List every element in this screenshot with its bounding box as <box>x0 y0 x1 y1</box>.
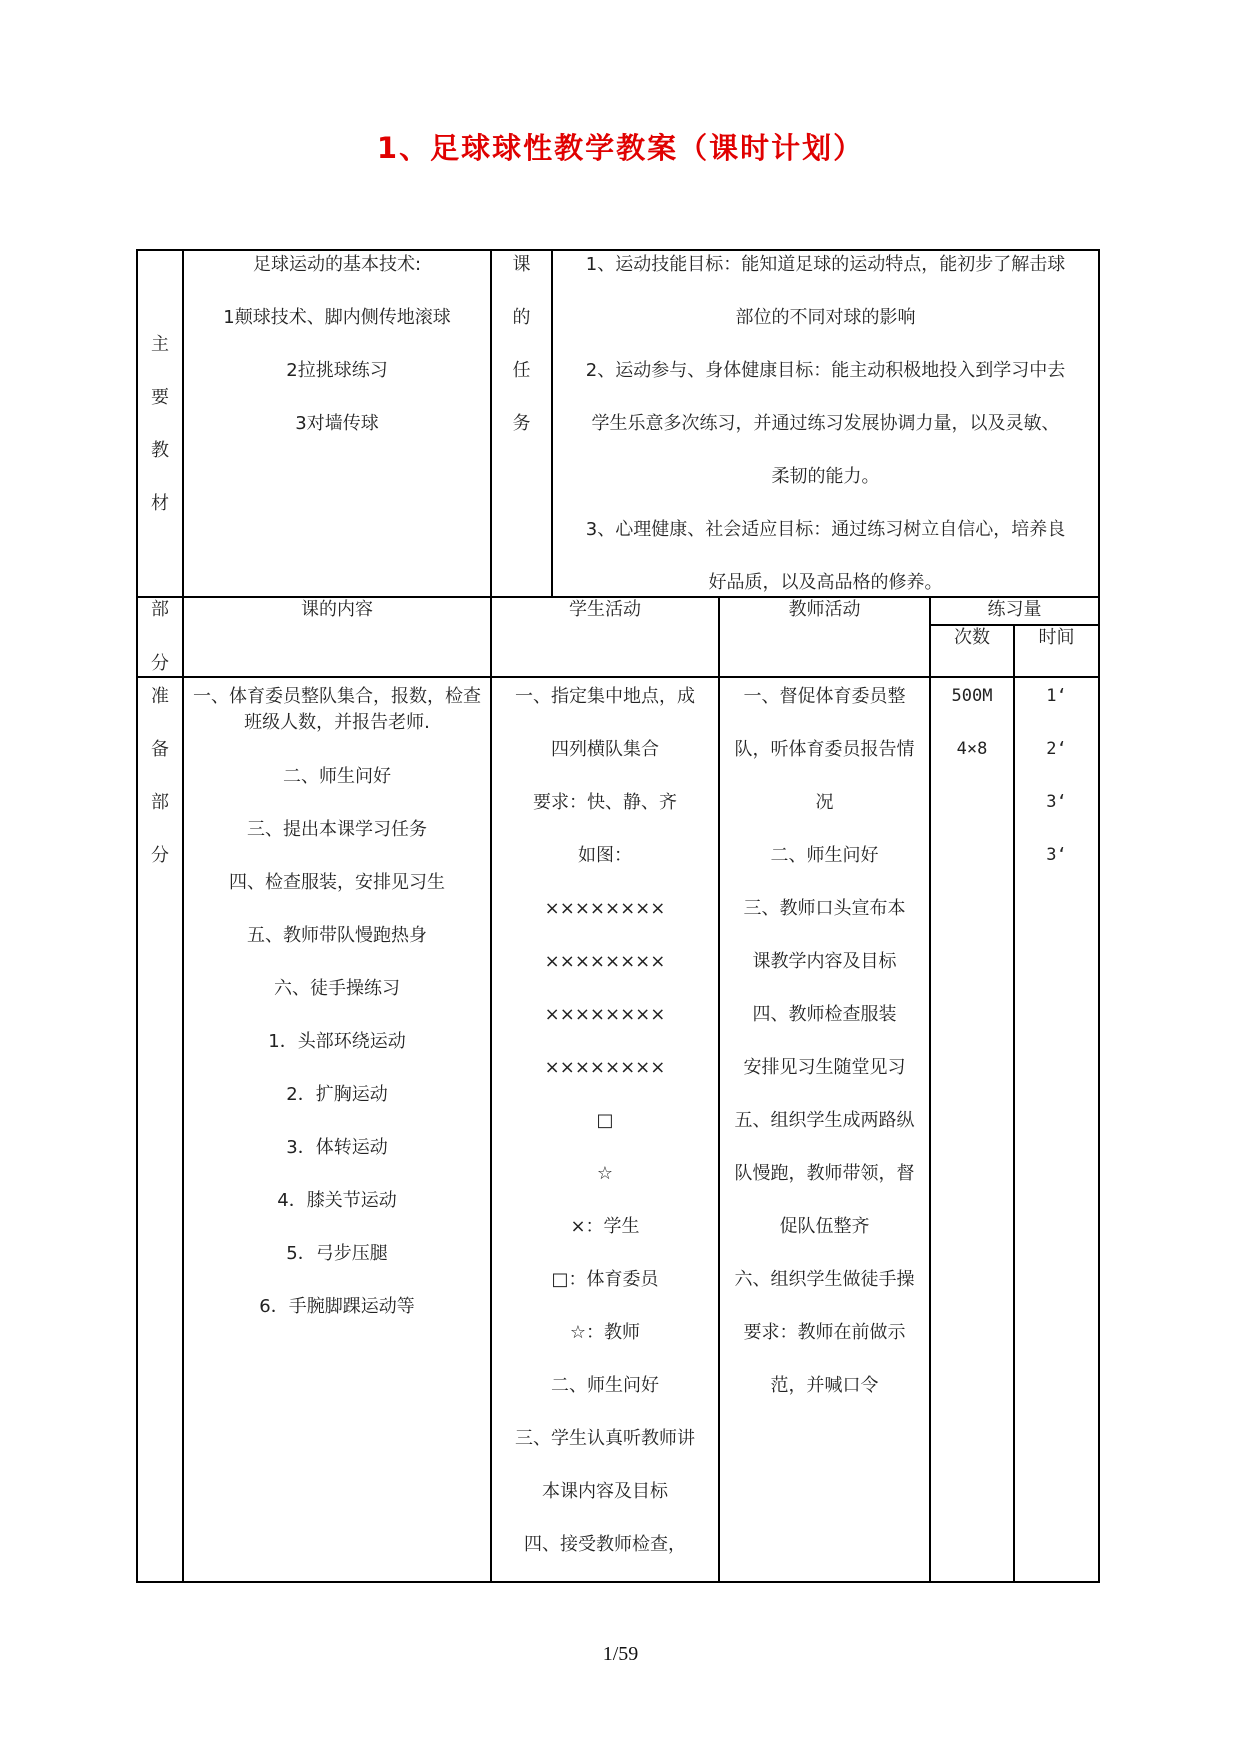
time-value: 3‘ <box>1046 845 1067 865</box>
prep-counts <box>931 670 1013 776</box>
prep-times <box>1015 670 1098 882</box>
task-line: 1、运动技能目标：能知道足球的运动特点，能初步了解击球 <box>585 254 1066 275</box>
content-line: 6．手腕脚踝运动等 <box>259 1296 415 1317</box>
teacher-line: 队慢跑，教师带领，督 <box>734 1163 915 1184</box>
legend-monitor: □：体育委员 <box>551 1269 659 1290</box>
label-char: 分 <box>151 845 169 866</box>
content-line: 班级人数，并报告老师. <box>244 712 430 733</box>
student-line: 本课内容及目标 <box>542 1481 668 1502</box>
prep-teacher-list <box>720 670 929 1412</box>
student-line: 二、师生问好 <box>551 1375 659 1396</box>
header-count: 次数 <box>954 627 990 648</box>
task-line: 2、运动参与、身体健康目标：能主动积极地投入到学习中去 <box>585 360 1066 381</box>
teacher-line: 队，听体育委员报告情 <box>734 739 915 760</box>
header-time: 时间 <box>1038 627 1075 648</box>
content-line: 三、提出本课学习任务 <box>247 819 427 840</box>
materials-list <box>184 238 490 450</box>
count-value: 4×8 <box>956 739 988 759</box>
task-line: 好品质，以及高品格的修养。 <box>708 572 943 593</box>
content-line: 1．头部环绕运动 <box>268 1031 406 1052</box>
page-number: 1/59 <box>602 1643 639 1665</box>
label-char: 教 <box>151 440 169 461</box>
content-line: 四、检查服装，安排见习生 <box>229 872 445 893</box>
header-content: 课的内容 <box>301 599 373 620</box>
content-line: 六、徒手操练习 <box>274 978 400 999</box>
legend-teacher: ☆：教师 <box>569 1322 641 1343</box>
formation-row: ×××××××× <box>544 1004 666 1025</box>
main-material-label <box>139 318 181 530</box>
teacher-line: 促队伍整齐 <box>779 1216 870 1237</box>
content-line: 5．弓步压腿 <box>286 1243 388 1264</box>
content-line: 4．膝关节运动 <box>277 1190 397 1211</box>
teacher-line: 况 <box>815 792 834 813</box>
formation-row: ×××××××× <box>544 1057 666 1078</box>
task-line: 部位的不同对球的影响 <box>735 307 916 328</box>
label-char: 部 <box>151 792 169 813</box>
formation-row: ×××××××× <box>544 951 666 972</box>
teacher-line: 范，并喊口令 <box>770 1375 879 1396</box>
time-value: 2‘ <box>1046 739 1067 759</box>
header-teacher: 教师活动 <box>788 599 861 620</box>
student-line: 四列横队集合 <box>551 739 659 760</box>
content-line: 二、师生问好 <box>283 766 391 787</box>
label-char: 的 <box>512 307 531 328</box>
content-line: 一、体育委员整队集合，报数，检查 <box>193 686 481 707</box>
label-char: 务 <box>512 413 531 434</box>
teacher-line: 五、组织学生成两路纵 <box>734 1110 915 1131</box>
label-char: 部 <box>151 599 169 620</box>
document-title: 1、足球球性教学教案（课时计划） <box>376 131 865 165</box>
student-line: 一、指定集中地点，成 <box>515 686 695 707</box>
header-student: 学生活动 <box>569 599 641 620</box>
task-line: 学生乐意多次练习，并通过练习发展协调力量，以及灵敏、 <box>591 413 1060 434</box>
time-value: 3‘ <box>1046 792 1067 812</box>
prep-part-label <box>139 670 181 882</box>
formation-row: ×××××××× <box>544 898 666 919</box>
label-char: 主 <box>151 334 169 355</box>
time-value: 1‘ <box>1046 686 1067 706</box>
task-line: 3、心理健康、社会适应目标：通过练习树立自信心，培养良 <box>585 519 1066 540</box>
star-icon: ☆ <box>596 1163 614 1184</box>
teacher-line: 二、师生问好 <box>770 845 879 866</box>
prep-content-first <box>184 684 490 736</box>
label-char: 课 <box>512 254 531 275</box>
label-char: 材 <box>151 493 169 514</box>
teacher-line: 安排见习生随堂见习 <box>743 1057 906 1078</box>
label-char: 备 <box>151 739 169 760</box>
task-line: 柔韧的能力。 <box>771 466 880 487</box>
student-line: 要求：快、静、齐 <box>533 792 677 813</box>
student-line: 四、接受教师检查， <box>524 1534 686 1555</box>
content-line: 2．扩胸运动 <box>286 1084 388 1105</box>
prep-content-list <box>184 750 490 1333</box>
teacher-line: 课教学内容及目标 <box>752 951 897 972</box>
task-label <box>492 238 551 450</box>
material-item: 3对墙传球 <box>295 413 379 434</box>
content-line: 3．体转运动 <box>286 1137 388 1158</box>
student-line: 如图： <box>578 845 632 866</box>
teacher-line: 四、教师检查服装 <box>752 1004 897 1025</box>
header-practice: 练习量 <box>987 599 1042 620</box>
teacher-line: 要求：教师在前做示 <box>743 1322 906 1343</box>
content-line: 五、教师带队慢跑热身 <box>247 925 427 946</box>
label-char: 要 <box>151 387 169 408</box>
material-item: 足球运动的基本技术: <box>252 254 422 275</box>
teacher-line: 三、教师口头宣布本 <box>743 898 906 919</box>
student-line: 三、学生认真听教师讲 <box>515 1428 695 1449</box>
label-char: 任 <box>512 360 531 381</box>
teacher-line: 六、组织学生做徒手操 <box>734 1269 915 1290</box>
square-icon: □ <box>596 1110 614 1131</box>
material-item: 1颠球技术、脚内侧传地滚球 <box>223 307 451 328</box>
legend-student: ×：学生 <box>570 1216 640 1237</box>
prep-student-list <box>492 670 718 1571</box>
count-value: 500M <box>951 686 993 706</box>
tasks-list <box>553 238 1098 609</box>
material-item: 2拉挑球练习 <box>286 360 388 381</box>
label-char: 准 <box>151 686 169 707</box>
label-char: 分 <box>151 653 169 674</box>
teacher-line: 一、督促体育委员整 <box>743 686 906 707</box>
header-part <box>139 596 181 677</box>
